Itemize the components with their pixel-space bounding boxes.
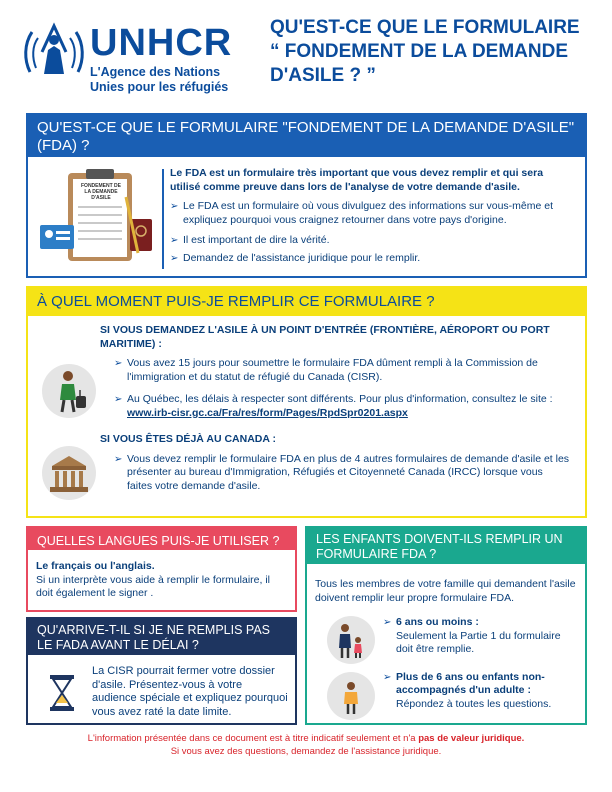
unhcr-emblem-icon (22, 22, 86, 84)
section-title: QU'EST-CE QUE LE FORMULAIRE "FONDEMENT DE LA DEMANDE D'ASILE" (FDA) ? (28, 115, 585, 157)
fda-bullet-3: ➢ Demandez de l'assistance juridique pour le remplir. (170, 252, 575, 266)
traveler-icon (42, 364, 96, 418)
irb-link[interactable]: www.irb-cisr.gc.ca/Fra/res/form/Pages/RpdSpr0201.aspx (127, 406, 408, 419)
children-bullet-2: ➢ Plus de 6 ans ou enfants non-accompagnés d'un adulte : Répondez à toutes les questions. (383, 671, 573, 712)
point-of-entry-subtitle: SI VOUS DEMANDEZ L'ASILE À UN POINT D'ENTRÉE (FRONTIÈRE, AÉROPORT OU PORT MARITIME) : (100, 324, 550, 350)
government-building-icon (42, 446, 96, 500)
fda-bullet-2: ➢ Il est important de dire la vérité. (170, 234, 575, 248)
hourglass-icon (40, 671, 84, 715)
section-title: QU'ARRIVE-T-IL SI JE NE REMPLIS PAS LE FADA AVANT LE DÉLAI ? (28, 619, 295, 655)
logo-subtitle: L'Agence des Nations Unies pour les réfugiés (90, 65, 229, 94)
section-title: QUELLES LANGUES PUIS-JE UTILISER ? (28, 528, 295, 550)
languages-interpreter-note: Si un interprète vous aide à remplir le formulaire, il doit également le signer . (36, 573, 271, 599)
section-title: À QUEL MOMENT PUIS-JE REMPLIR CE FORMULAIRE ? (28, 288, 585, 316)
section-missed-deadline (26, 617, 297, 725)
child-icon (327, 672, 375, 720)
page-title: QU'EST-CE QUE LE FORMULAIRE “ FONDEMENT DE LA DEMANDE D'ASILE ? ” (270, 17, 580, 86)
children-intro: Tous les membres de votre famille qui demandent l'asile doivent remplir leur propre formulaire FDA. (315, 578, 576, 604)
children-bullet-1: ➢ 6 ans ou moins : Seulement la Partie 1 du formulaire doit être remplie. (383, 616, 573, 657)
clipboard-illustration (38, 167, 158, 267)
accent-line (162, 169, 164, 269)
section-what-is-fda (26, 113, 587, 278)
section-children (305, 526, 587, 725)
section-when-to-fill (26, 286, 587, 518)
section-title: LES ENFANTS DOIVENT-ILS REMPLIR UN FORMULAIRE FDA ? (307, 528, 585, 564)
in-canada-subtitle: SI VOUS ÊTES DÉJÀ AU CANADA : (100, 433, 276, 445)
disclaimer-line-1: L'information présentée dans ce document est à titre indicatif seulement et n'a pas de valeur juridique. (87, 733, 525, 744)
clipboard-icon (38, 167, 158, 267)
fda-intro: Le FDA est un formulaire très important que vous devez remplir et qui sera utilisé comme preuve dans lors de l'analyse de votre demande d'asile. (170, 167, 544, 193)
when-bullet-2: ➢ Au Québec, les délais à respecter sont différents. Pour plus d'information, consultez le site : www.irb-cisr.gc.ca/Fra/res/form/Pages/RpdSpr0201.aspx (114, 393, 570, 420)
languages-answer: Le français ou l'anglais. (36, 560, 155, 572)
clipboard-label: FONDEMENT DE LA DEMANDE D'ASILE (81, 183, 121, 201)
section-languages (26, 526, 297, 612)
unhcr-wordmark: UNHCR (90, 22, 233, 64)
adult-child-icon (327, 616, 375, 664)
missed-deadline-text: La CISR pourrait fermer votre dossier d'asile. Présentez-vous à votre audience spéciale et expliquez pourquoi vous avez raté la date limite. (92, 665, 288, 718)
when-bullet-1: ➢ Vous avez 15 jours pour soumettre le formulaire FDA dûment rempli à la Commission de l'immigration et du statut de réfugié du Canada (CISR). (114, 357, 570, 384)
fda-bullet-1: ➢ Le FDA est un formulaire où vous divulguez des informations sur vous-même et expliquez pourquoi vous craignez retourner dans votre pays d'origine. (170, 200, 575, 227)
when-bullet-3: ➢ Vous devez remplir le formulaire FDA en plus de 4 autres formulaires de demande d'asile et les présenter au bureau d'Immigration, Réfugiés et Citoyenneté Canada (IRCC) lorsque vous faites votre demande d'asile. (114, 453, 570, 494)
disclaimer-line-2: Si vous avez des questions, demandez de l'assistance juridique. (170, 746, 442, 757)
